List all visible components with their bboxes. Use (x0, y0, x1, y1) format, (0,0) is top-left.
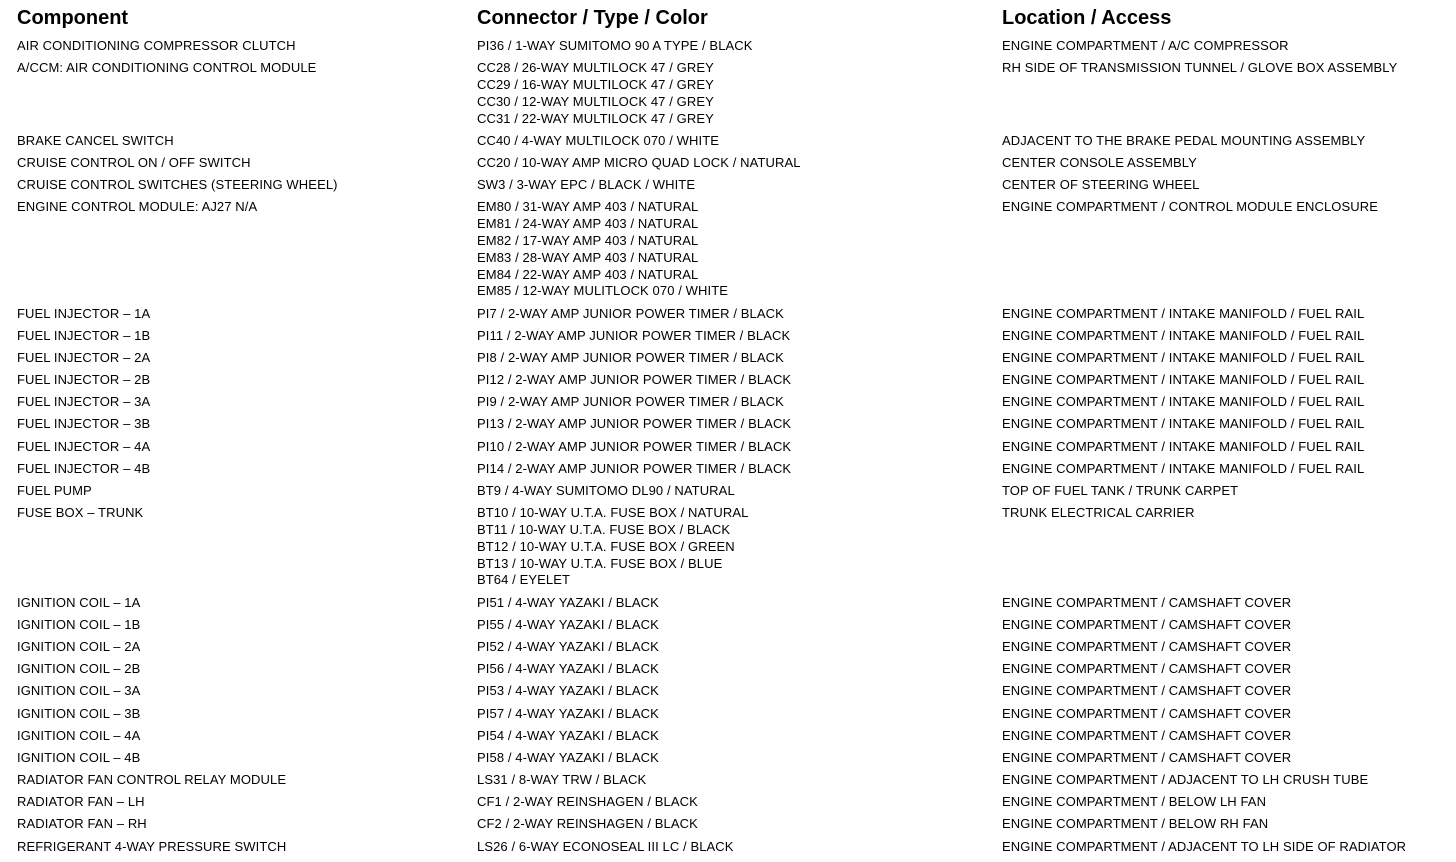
connector-line: EM84 / 22-WAY AMP 403 / NATURAL (477, 266, 699, 282)
connector-cell (477, 350, 784, 367)
table-row (0, 306, 1456, 323)
connector-cell (477, 639, 659, 656)
connector-cell (477, 595, 659, 612)
table-row (0, 794, 1456, 811)
connector-line: CC29 / 16-WAY MULTILOCK 47 / GREY (477, 76, 714, 92)
connector-line: LS31 / 8-WAY TRW / BLACK (477, 772, 647, 788)
header-component: Component (17, 7, 129, 29)
table-row (0, 816, 1456, 833)
header-location: Location / Access (1002, 7, 1172, 29)
location-cell: ENGINE COMPARTMENT / INTAKE MANIFOLD / FUEL RAIL (1002, 460, 1365, 476)
connector-line: PI54 / 4-WAY YAZAKI / BLACK (477, 727, 659, 743)
table-row (0, 839, 1456, 856)
connector-line: SW3 / 3-WAY EPC / BLACK / WHITE (477, 177, 696, 193)
location-cell: TOP OF FUEL TANK / TRUNK CARPET (1002, 483, 1239, 499)
table-row (0, 350, 1456, 367)
connector-line: PI8 / 2-WAY AMP JUNIOR POWER TIMER / BLACK (477, 349, 784, 365)
connector-cell (477, 439, 791, 456)
connector-cell (477, 60, 714, 127)
connector-cell (477, 750, 659, 767)
component-cell: IGNITION COIL – 1B (17, 616, 141, 632)
table-row (0, 328, 1456, 345)
component-cell: AIR CONDITIONING COMPRESSOR CLUTCH (17, 38, 296, 53)
component-cell: FUEL INJECTOR – 2B (17, 372, 151, 388)
connector-line: EM85 / 12-WAY MULITLOCK 070 / WHITE (477, 283, 729, 299)
connector-cell (477, 706, 659, 723)
connector-cell (477, 372, 791, 389)
table-row (0, 617, 1456, 634)
connector-line: PI10 / 2-WAY AMP JUNIOR POWER TIMER / BLACK (477, 438, 792, 454)
location-cell: ENGINE COMPARTMENT / CAMSHAFT COVER (1002, 683, 1292, 699)
location-cell: ENGINE COMPARTMENT / CAMSHAFT COVER (1002, 727, 1292, 743)
connector-cell (477, 38, 753, 55)
connector-cell (477, 199, 728, 300)
table-row (0, 683, 1456, 700)
connector-line: PI58 / 4-WAY YAZAKI / BLACK (477, 749, 659, 765)
connector-line: PI57 / 4-WAY YAZAKI / BLACK (477, 705, 659, 721)
connector-line: EM80 / 31-WAY AMP 403 / NATURAL (477, 199, 699, 215)
component-cell: FUEL INJECTOR – 4A (17, 438, 151, 454)
table-row (0, 372, 1456, 389)
table-row (0, 60, 1456, 127)
location-cell: ENGINE COMPARTMENT / CAMSHAFT COVER (1002, 594, 1292, 610)
connector-line: PI7 / 2-WAY AMP JUNIOR POWER TIMER / BLACK (477, 305, 784, 321)
connector-line: PI11 / 2-WAY AMP JUNIOR POWER TIMER / BLACK (477, 327, 791, 343)
location-cell: ENGINE COMPARTMENT / INTAKE MANIFOLD / FUEL RAIL (1002, 349, 1365, 365)
connector-line: BT12 / 10-WAY U.T.A. FUSE BOX / GREEN (477, 538, 735, 554)
connector-line: CC30 / 12-WAY MULTILOCK 47 / GREY (477, 93, 714, 109)
connector-cell (477, 328, 790, 345)
connector-cell (477, 416, 791, 433)
location-cell: ENGINE COMPARTMENT / INTAKE MANIFOLD / FUEL RAIL (1002, 372, 1365, 388)
connector-cell (477, 177, 695, 194)
component-cell: IGNITION COIL – 4A (17, 727, 141, 743)
location-cell: ENGINE COMPARTMENT / BELOW RH FAN (1002, 816, 1269, 832)
table-row (0, 394, 1456, 411)
location-cell: ENGINE COMPARTMENT / CAMSHAFT COVER (1002, 749, 1292, 765)
component-cell: FUEL INJECTOR – 1A (17, 305, 151, 321)
connector-cell (477, 394, 784, 411)
component-cell: REFRIGERANT 4-WAY PRESSURE SWITCH (17, 838, 287, 854)
connector-cell (477, 461, 791, 478)
location-cell: ADJACENT TO THE BRAKE PEDAL MOUNTING ASSEMBLY (1002, 132, 1366, 148)
connector-cell (477, 483, 735, 500)
location-cell: CENTER CONSOLE ASSEMBLY (1002, 154, 1197, 170)
connector-line: LS26 / 6-WAY ECONOSEAL III LC / BLACK (477, 838, 734, 854)
location-cell: ENGINE COMPARTMENT / CAMSHAFT COVER (1002, 638, 1292, 654)
connector-line: PI9 / 2-WAY AMP JUNIOR POWER TIMER / BLACK (477, 394, 784, 410)
connector-cell (477, 728, 659, 745)
component-cell: FUEL INJECTOR – 3A (17, 394, 151, 410)
component-cell: FUEL PUMP (17, 483, 92, 499)
table-row (0, 461, 1456, 478)
table-row (0, 750, 1456, 767)
location-cell: ENGINE COMPARTMENT / CAMSHAFT COVER (1002, 705, 1292, 721)
connector-line: CF2 / 2-WAY REINSHAGEN / BLACK (477, 816, 698, 832)
connector-cell (477, 306, 784, 323)
connector-line: BT11 / 10-WAY U.T.A. FUSE BOX / BLACK (477, 522, 731, 537)
connector-line: EM83 / 28-WAY AMP 403 / NATURAL (477, 249, 699, 265)
component-cell: IGNITION COIL – 4B (17, 749, 141, 765)
connector-line: PI55 / 4-WAY YAZAKI / BLACK (477, 616, 659, 632)
location-cell: RH SIDE OF TRANSMISSION TUNNEL / GLOVE BOX ASSEMBLY (1002, 60, 1398, 76)
header-connector: Connector / Type / Color (477, 7, 708, 29)
table-row (0, 661, 1456, 678)
connector-line: PI51 / 4-WAY YAZAKI / BLACK (477, 594, 659, 610)
connector-cell (477, 133, 719, 150)
connector-line: BT13 / 10-WAY U.T.A. FUSE BOX / BLUE (477, 555, 723, 571)
table-row (0, 177, 1456, 194)
table-row (0, 439, 1456, 456)
connector-line: PI13 / 2-WAY AMP JUNIOR POWER TIMER / BLACK (477, 416, 792, 432)
table-row (0, 483, 1456, 500)
table-row (0, 639, 1456, 656)
component-cell: CRUISE CONTROL SWITCHES (STEERING WHEEL) (17, 177, 338, 193)
connector-cell (477, 661, 659, 678)
location-cell: ENGINE COMPARTMENT / ADJACENT TO LH SIDE OF RADIATOR (1002, 838, 1407, 854)
connector-cell (477, 794, 698, 811)
location-cell: ENGINE COMPARTMENT / INTAKE MANIFOLD / FUEL RAIL (1002, 394, 1365, 410)
connector-line: PI52 / 4-WAY YAZAKI / BLACK (477, 638, 659, 654)
table-row (0, 772, 1456, 789)
component-cell: A/CCM: AIR CONDITIONING CONTROL MODULE (17, 60, 317, 76)
location-cell: ENGINE COMPARTMENT / BELOW LH FAN (1002, 794, 1267, 810)
location-cell: ENGINE COMPARTMENT / CONTROL MODULE ENCLOSURE (1002, 199, 1379, 215)
connector-line: BT10 / 10-WAY U.T.A. FUSE BOX / NATURAL (477, 505, 749, 521)
connector-line: CC31 / 22-WAY MULTILOCK 47 / GREY (477, 110, 714, 126)
connector-line: EM81 / 24-WAY AMP 403 / NATURAL (477, 216, 699, 232)
connector-line: EM82 / 17-WAY AMP 403 / NATURAL (477, 232, 699, 248)
table-row (0, 728, 1456, 745)
connector-line: PI36 / 1-WAY SUMITOMO 90 A TYPE / BLACK (477, 38, 753, 53)
component-cell: IGNITION COIL – 2A (17, 638, 141, 654)
connector-cell (477, 839, 734, 856)
location-cell: ENGINE COMPARTMENT / CAMSHAFT COVER (1002, 661, 1292, 677)
location-cell: ENGINE COMPARTMENT / INTAKE MANIFOLD / FUEL RAIL (1002, 327, 1365, 343)
component-cell: BRAKE CANCEL SWITCH (17, 132, 174, 148)
table-row (0, 706, 1456, 723)
location-cell: ENGINE COMPARTMENT / INTAKE MANIFOLD / FUEL RAIL (1002, 305, 1365, 321)
component-cell: IGNITION COIL – 2B (17, 661, 141, 677)
component-cell: FUEL INJECTOR – 2A (17, 349, 151, 365)
location-cell: ENGINE COMPARTMENT / A/C COMPRESSOR (1002, 38, 1289, 53)
table-row (0, 155, 1456, 172)
connector-line: CF1 / 2-WAY REINSHAGEN / BLACK (477, 794, 698, 810)
table-row (0, 38, 1456, 55)
connector-cell (477, 772, 646, 789)
component-cell: ENGINE CONTROL MODULE: AJ27 N/A (17, 199, 258, 215)
connector-cell (477, 683, 659, 700)
location-cell: ENGINE COMPARTMENT / INTAKE MANIFOLD / FUEL RAIL (1002, 438, 1365, 454)
component-cell: FUEL INJECTOR – 3B (17, 416, 151, 432)
connector-line: BT9 / 4-WAY SUMITOMO DL90 / NATURAL (477, 483, 735, 499)
component-cell: FUEL INJECTOR – 4B (17, 460, 151, 476)
table-row (0, 595, 1456, 612)
connector-line: PI53 / 4-WAY YAZAKI / BLACK (477, 683, 659, 699)
location-cell: TRUNK ELECTRICAL CARRIER (1002, 505, 1195, 521)
connector-line: BT64 / EYELET (477, 572, 571, 588)
component-cell: IGNITION COIL – 1A (17, 594, 141, 610)
connector-line: CC28 / 26-WAY MULTILOCK 47 / GREY (477, 60, 714, 76)
component-cell: RADIATOR FAN – LH (17, 794, 145, 810)
location-cell: ENGINE COMPARTMENT / CAMSHAFT COVER (1002, 616, 1292, 632)
component-cell: IGNITION COIL – 3A (17, 683, 141, 699)
connector-cell (477, 617, 659, 634)
table-row (0, 133, 1456, 150)
connector-line: CC20 / 10-WAY AMP MICRO QUAD LOCK / NATURAL (477, 154, 801, 170)
component-cell: FUEL INJECTOR – 1B (17, 327, 151, 343)
table-body (0, 38, 1456, 861)
table-row (0, 505, 1456, 589)
table-row (0, 416, 1456, 433)
component-cell: IGNITION COIL – 3B (17, 705, 141, 721)
connector-cell (477, 155, 801, 172)
connector-line: PI12 / 2-WAY AMP JUNIOR POWER TIMER / BLACK (477, 372, 792, 388)
connector-line: PI14 / 2-WAY AMP JUNIOR POWER TIMER / BLACK (477, 460, 792, 476)
component-cell: RADIATOR FAN – RH (17, 816, 147, 832)
connector-line: PI56 / 4-WAY YAZAKI / BLACK (477, 661, 659, 677)
component-cell: RADIATOR FAN CONTROL RELAY MODULE (17, 772, 287, 788)
location-cell: ENGINE COMPARTMENT / ADJACENT TO LH CRUSH TUBE (1002, 772, 1369, 788)
component-cell: FUSE BOX – TRUNK (17, 505, 144, 521)
connector-cell (477, 505, 748, 589)
location-cell: CENTER OF STEERING WHEEL (1002, 177, 1200, 193)
component-cell: CRUISE CONTROL ON / OFF SWITCH (17, 154, 251, 170)
table-row (0, 199, 1456, 300)
connector-cell (477, 816, 698, 833)
connector-line: CC40 / 4-WAY MULTILOCK 070 / WHITE (477, 132, 720, 148)
location-cell: ENGINE COMPARTMENT / INTAKE MANIFOLD / FUEL RAIL (1002, 416, 1365, 432)
table-header (0, 4, 1456, 32)
